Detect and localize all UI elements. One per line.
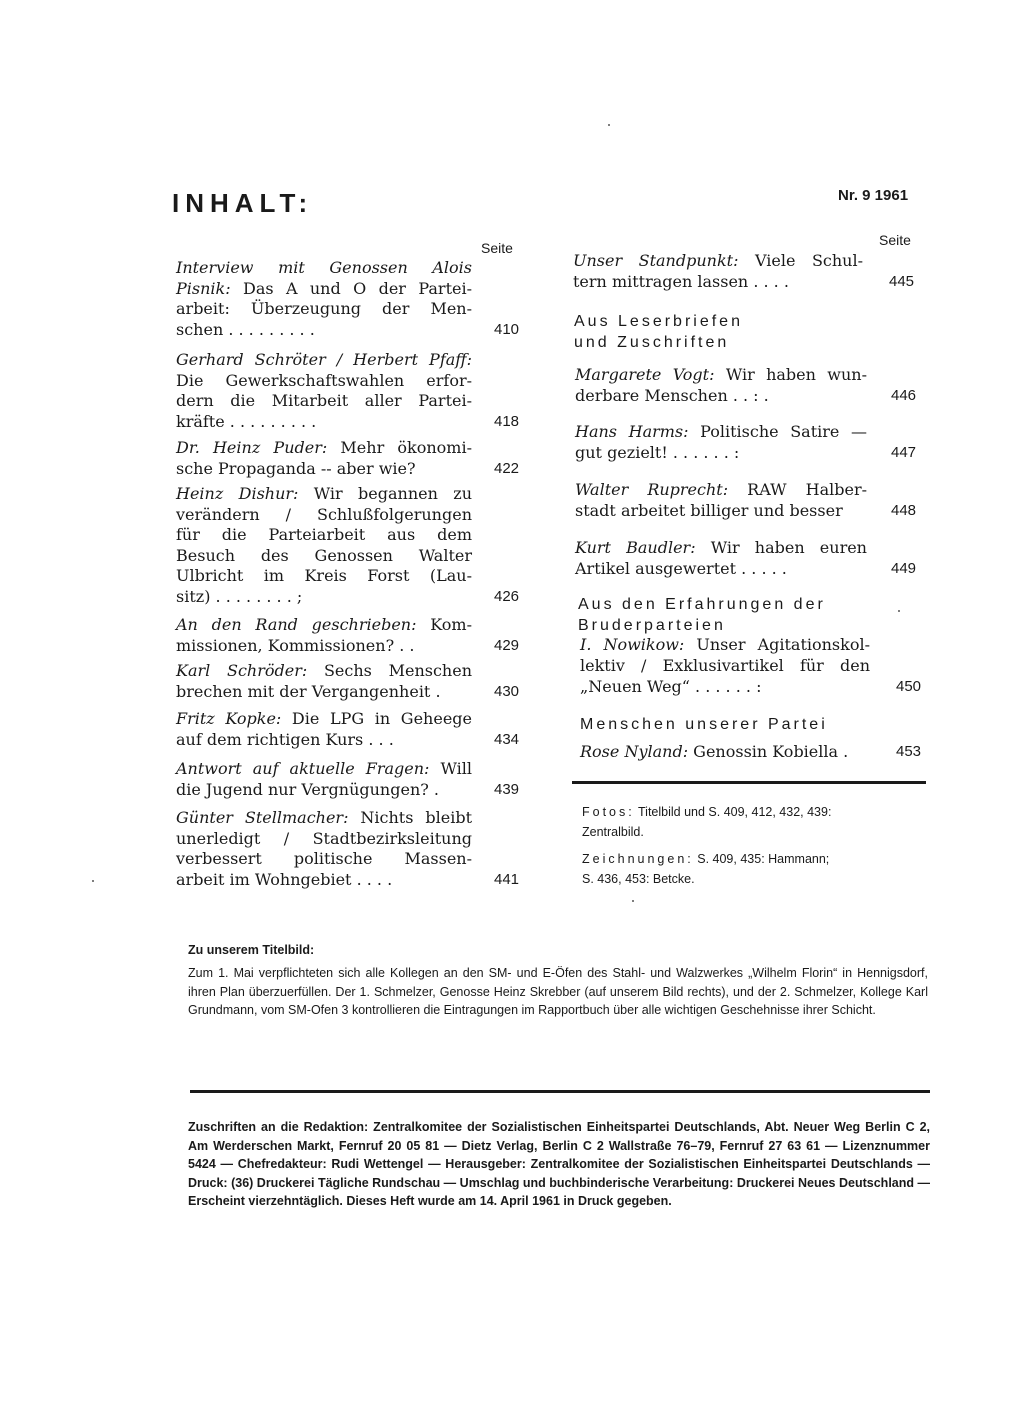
imprint-text: Zuschriften an die Redaktion: Zentralkomitee der Sozialistischen Einheitspartei Deutschlands, Abt. Neuer Weg Berlin C 2, Am Werderschen Markt, Fernruf 20 05 81 — Dietz Verlag, Berlin C 2 Wallstraße 76–79, Fernruf 27 63 61 — Lizenznummer 5424 — Chefredakteur: Rudi Wettengel — Herausgeber: Zentralkomitee der Sozialistischen Einheitspartei Deutschlands — Druck: (36) Druckerei Tägliche Rundschau — Umschlag und buchbinderische Verarbeitung: Druckerei Neues Deutschland — Erscheint vierzehntäglich. Dieses Heft wurde am 14. April 1961 in Druck gegeben.: [188, 1120, 930, 1208]
issue-number: Nr. 9 1961: [838, 187, 909, 204]
toc-entry-author: I. Nowikow:: [580, 635, 685, 654]
toc-page-number: 418: [494, 412, 520, 430]
toc-entry-author: An den Rand geschrieben:: [176, 615, 417, 634]
toc-entry-line: sitz) . . . . . . . . ;: [176, 586, 303, 606]
toc-entry-line: schen . . . . . . . . .: [176, 319, 315, 339]
toc-entry-line: An den Rand geschrieben: Kom-: [176, 615, 472, 634]
toc-entry: [176, 709, 520, 750]
toc-entry-author: Antwort auf aktuelle Fragen:: [176, 759, 430, 778]
toc-entry-line: gut gezielt! . . . . . . :: [575, 443, 740, 462]
toc-entry-line: Die Gewerkschaftswahlen erfor-: [176, 370, 472, 390]
toc-entry-author: Kurt Baudler:: [575, 538, 696, 557]
toc-entry-line: derbare Menschen . . : .: [575, 386, 769, 405]
left-seite-label: Seite: [481, 240, 513, 256]
toc-entry: [176, 350, 520, 432]
toc-entry-line: Kurt Baudler: Wir haben euren: [575, 538, 867, 557]
toc-section-line: Aus Leserbriefen: [574, 313, 743, 330]
zeichnungen-label: Zeichnungen:: [582, 852, 694, 866]
toc-entry-author: Rose Nyland:: [580, 742, 689, 761]
toc-entry-line: Margarete Vogt: Wir haben wun-: [575, 365, 867, 384]
toc-entry-author: Heinz Dishur:: [176, 484, 299, 503]
toc-entry-line: „Neuen Weg“ . . . . . . :: [580, 677, 762, 696]
toc-entry: [176, 615, 520, 656]
toc-entry-author: Karl Schröder:: [176, 661, 308, 680]
toc-entry-line: Antwort auf aktuelle Fragen: Will: [176, 759, 472, 778]
toc-entry: [575, 479, 917, 521]
imprint-divider: [190, 1090, 930, 1093]
toc-section-line: Menschen unserer Partei: [580, 716, 828, 733]
toc-entry-author: Pisnik:: [176, 278, 231, 298]
toc-entry-line: missionen, Kommissionen? . .: [176, 635, 415, 655]
credits-divider: [572, 781, 926, 784]
toc-entry-line: Walter Ruprecht: RAW Halber-: [575, 480, 867, 499]
toc-entry: [575, 421, 917, 463]
toc-entry-author: Margarete Vogt:: [575, 365, 715, 384]
toc-entry-line: kräfte . . . . . . . . .: [176, 411, 317, 431]
toc-entry-line: die Jugend nur Vergnügungen? .: [176, 779, 439, 799]
toc-page-number: 429: [494, 636, 520, 654]
toc-entry-line: Rose Nyland: Genossin Kobiella .: [580, 742, 849, 761]
toc-entry-line: Heinz Dishur: Wir begannen zu: [176, 484, 472, 503]
credits-fotos: [582, 802, 831, 842]
toc-entry: [176, 484, 520, 607]
toc-entry-line: Artikel ausgewertet . . . . .: [575, 559, 787, 578]
toc-page-number: 426: [494, 587, 520, 605]
toc-entry-author: Walter Ruprecht:: [575, 480, 729, 499]
toc-entry: [580, 634, 922, 697]
toc-entry-author: Günter Stellmacher:: [176, 808, 349, 827]
scan-speck: [632, 900, 634, 902]
toc-entry: [176, 661, 520, 702]
toc-entry: [575, 537, 917, 579]
toc-entry-line: tern mittragen lassen . . . .: [573, 272, 789, 291]
toc-page-number: 445: [889, 273, 915, 290]
toc-entry-line: lektiv / Exklusivartikel für den: [580, 656, 870, 675]
toc-entry-author: Hans Harms:: [575, 422, 689, 441]
toc-entry-line: sche Propaganda -- aber wie?: [176, 458, 416, 478]
toc-page-number: 453: [896, 743, 922, 760]
toc-section-heading: [574, 311, 743, 353]
toc-entry: [176, 759, 520, 800]
toc-entry-line: brechen mit der Vergangenheit .: [176, 681, 441, 701]
toc-entry-line: I. Nowikow: Unser Agitationskol-: [580, 635, 870, 654]
toc-section-line: und Zuschriften: [574, 334, 730, 351]
toc-entry-line: stadt arbeitet billiger und besser: [575, 501, 843, 520]
toc-page-number: 448: [891, 502, 917, 519]
toc-entry-line: verbessert politische Massen-: [176, 849, 472, 868]
toc-page-number: 441: [494, 870, 520, 888]
scan-speck: [92, 880, 94, 882]
toc-entry-line: Interview mit Genossen Alois: [176, 258, 472, 277]
toc-section-line: Bruderparteien: [578, 617, 726, 634]
toc-entry-line: verändern / Schlußfolgerungen: [176, 504, 472, 524]
fotos-label: Fotos:: [582, 805, 635, 819]
toc-section-line: Aus den Erfahrungen der: [578, 596, 826, 613]
toc-entry: [573, 250, 915, 292]
toc-page-number: 410: [494, 320, 520, 338]
scan-speck: [608, 124, 610, 126]
fotos-text-2: Zentralbild.: [582, 825, 644, 839]
toc-entry-line: arbeit: Überzeugung der Men-: [176, 299, 472, 318]
zeichnungen-text-2: S. 436, 453: Betcke.: [582, 872, 695, 886]
toc-entry: [176, 438, 520, 479]
toc-entry-line: Pisnik: Das A und O der Partei-: [176, 278, 472, 298]
toc-page-number: 450: [896, 678, 922, 695]
toc-page-number: 439: [494, 780, 520, 798]
toc-entry-line: [176, 350, 472, 371]
fotos-text: Titelbild und S. 409, 412, 432, 439:: [638, 805, 832, 819]
toc-section-heading: [580, 714, 828, 735]
toc-page-number: 449: [891, 560, 917, 577]
toc-entry-line: unerledigt / Stadtbezirksleitung: [176, 828, 472, 848]
toc-entry-line: auf dem richtigen Kurs . . .: [176, 729, 394, 749]
credits-zeichnungen: [582, 849, 829, 889]
toc-page-number: 434: [494, 730, 520, 748]
toc-section-heading: [578, 594, 826, 636]
toc-page-number: 446: [891, 387, 917, 404]
toc-page-number: 447: [891, 444, 917, 461]
toc-entry-author: Fritz Kopke:: [176, 709, 282, 728]
toc-entry-author: Unser Standpunkt:: [573, 251, 739, 270]
caption-text: Zum 1. Mai verpflichteten sich alle Kollegen an den SM- und E-Öfen des Stahl- und Walzwerkes „Wilhelm Florin“ in Hennigsdorf, ihren Plan überzuerfüllen. Der 1. Schmelzer, Genosse Heinz Skrebber (auf unserem Bild rechts), und der 2. Schmelzer, Kollege Karl Grundmann, vom SM-Ofen 3 kontrollieren die Eintragungen im Rapportbuch über alle wichtigen Geschehnisse ihrer Schicht.: [188, 966, 928, 1017]
toc-page-number: 422: [494, 459, 520, 477]
toc-entry-line: Dr. Heinz Puder: Mehr ökonomi-: [176, 438, 472, 457]
page-title: INHALT:: [172, 188, 314, 218]
toc-entry-line: für die Parteiarbeit aus dem: [176, 525, 472, 544]
toc-entry-line: Ulbricht im Kreis Forst (Lau-: [176, 566, 472, 585]
toc-entry: [580, 741, 922, 762]
toc-page-number: 430: [494, 682, 520, 700]
toc-entry: [176, 258, 520, 340]
toc-entry-line: Hans Harms: Politische Satire —: [575, 422, 867, 441]
toc-entry-line: Günter Stellmacher: Nichts bleibt: [176, 808, 472, 827]
scan-speck: [898, 610, 900, 612]
toc-entry-line: Unser Standpunkt: Viele Schul-: [573, 251, 864, 270]
toc-entry-line: dern die Mitarbeit aller Partei-: [176, 391, 472, 410]
zeichnungen-text: S. 409, 435: Hammann;: [697, 852, 830, 866]
toc-entry-line: Besuch des Genossen Walter: [176, 545, 472, 565]
caption-heading: Zu unserem Titelbild:: [188, 943, 315, 957]
toc-entry-author: Dr. Heinz Puder:: [176, 438, 328, 457]
right-seite-label: Seite: [879, 232, 911, 248]
toc-entry: [176, 808, 520, 890]
toc-entry-author: Gerhard Schröter / Herbert Pfaff:: [176, 350, 472, 369]
toc-entry-line: Karl Schröder: Sechs Menschen: [176, 661, 473, 680]
toc-entry-line: arbeit im Wohngebiet . . . .: [176, 869, 393, 889]
toc-entry-line: Fritz Kopke: Die LPG in Geheege: [176, 709, 473, 728]
toc-entry: [575, 364, 917, 406]
